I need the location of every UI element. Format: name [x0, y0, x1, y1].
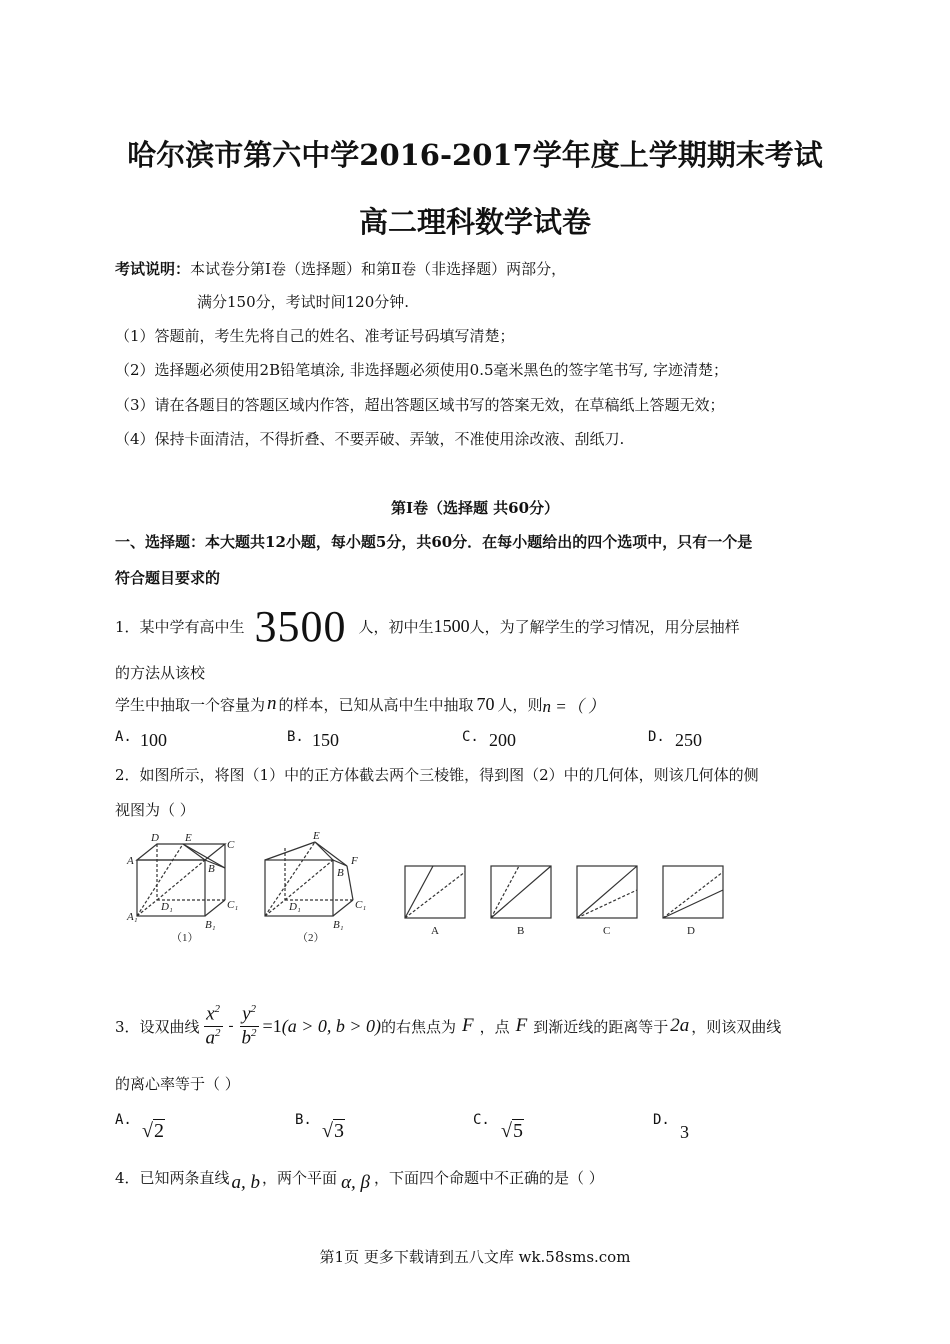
section-heading-line2: 符合题目要求的: [115, 569, 221, 587]
question-1-options: A. 100 B. 150 C. 200 D. 250: [115, 729, 702, 750]
instructions-line1: 考试说明：本试卷分第Ⅰ卷（选择题）和第Ⅱ卷（非选择题）两部分，: [115, 260, 567, 278]
question-2-line2: 视图为（ ）: [115, 801, 195, 819]
fig1-label-A: A: [127, 855, 134, 867]
fig2-label-C1: C₁: [355, 899, 367, 911]
fig1-label-E: E: [185, 832, 192, 844]
question-3-line2: 的离心率等于（ ）: [115, 1075, 240, 1093]
page-footer: 第1页 更多下载请到五八文库 wk.58sms.com: [319, 1248, 631, 1266]
fig2-label-E: E: [313, 830, 320, 842]
question-3-line1: 3．设双曲线 $\frac{x^2}{a^2}$ - $\frac{y^2}{b^2}$ =1 (a > 0, b > 0) 的右焦点为 F ，点 F 到渐近线的距离等于 2a ，则该双曲线: [115, 1003, 782, 1048]
section-heading-line1: 一、选择题：本大题共12小题，每小题5分，共60分．在每小题给出的四个选项中，只有一个是: [115, 533, 753, 551]
fig1-label-C: C: [227, 839, 235, 851]
fig1-label-C1: C₁: [227, 899, 239, 911]
q3-condition: (a > 0, b > 0): [281, 1015, 381, 1036]
q2-figure: [115, 828, 745, 948]
fig2-label-D1: D₁: [289, 901, 301, 913]
q3-fraction-x: $\frac{x^2}{a^2}$: [205, 1003, 221, 1048]
page-title: 哈尔滨市第六中学2016-2017学年度上学期期末考试: [127, 138, 823, 172]
instruction-item-2: （2）选择题必须使用2B铅笔填涂, 非选择题必须使用0.5毫米黑色的签字笔书写, 字迹清楚；: [115, 361, 729, 379]
fig1-label-A1: A₁: [127, 911, 138, 923]
figure-2-solid: [265, 842, 353, 916]
page-subtitle: 高二理科数学试卷: [358, 205, 591, 239]
question-3-options: A. √2 B. √3 C. √5 D. 3: [115, 1112, 689, 1142]
fig2-label-F: F: [351, 855, 358, 867]
instruction-item-4: （4）保持卡面清洁，不得折叠、不要弄破、弄皱，不准使用涂改液、刮纸刀.: [115, 430, 625, 448]
fig2-label-B1: B₁: [333, 919, 344, 931]
option-a-view: [405, 866, 465, 918]
question-1-line1: 1．某中学有高中生 3500 人，初中生 1500 人，为了解学生的学习情况，用分层抽样: [115, 601, 740, 651]
fig2-caption: （2）: [297, 932, 325, 944]
fig1-label-D: D: [151, 832, 159, 844]
option-b-view: [491, 866, 551, 918]
fig1-label-D1: D₁: [161, 901, 173, 913]
option-a-label: A: [431, 925, 439, 937]
option-b-label: B: [517, 925, 525, 937]
fig1-caption: （1）: [171, 932, 199, 944]
option-c-view: [577, 866, 637, 918]
question-1-line3: 学生中抽取一个容量为 n 的样本，已知从高中生中抽取 70 人，则 n =（ ）: [115, 693, 606, 716]
q1-number-3500: 3500: [254, 601, 347, 651]
question-2-line1: 2．如图所示，将图（1）中的正方体截去两个三棱锥，得到图（2）中的几何体，则该几何体的侧: [115, 766, 759, 784]
question-1-line2: 的方法从该校: [115, 664, 206, 682]
instructions-lead: 考试说明：: [115, 260, 191, 278]
question-4-line1: 4．已知两条直线 a, b ，两个平面 α, β ，下面四个命题中不正确的是（ ）: [115, 1168, 604, 1193]
instruction-item-3: （3）请在各题目的答题区域内作答，超出答题区域书写的答案无效，在草稿纸上答题无效；: [115, 396, 725, 414]
figure-1-cube: [137, 844, 225, 916]
q3-fraction-y: $\frac{y^2}{b^2}$: [241, 1003, 257, 1048]
option-d-view: [663, 866, 723, 918]
section-title: 第Ⅰ卷（选择题 共60分）: [390, 499, 560, 517]
fig1-label-B: B: [208, 863, 215, 875]
fig2-label-B: B: [337, 867, 344, 879]
option-d-label: D: [687, 925, 695, 937]
instruction-item-1: （1）答题前，考生先将自己的姓名、准考证号码填写清楚；: [115, 327, 515, 345]
fig1-label-B1: B₁: [205, 919, 216, 931]
instructions-line2: 满分150分，考试时间120分钟.: [197, 293, 410, 311]
option-c-label: C: [603, 925, 611, 937]
